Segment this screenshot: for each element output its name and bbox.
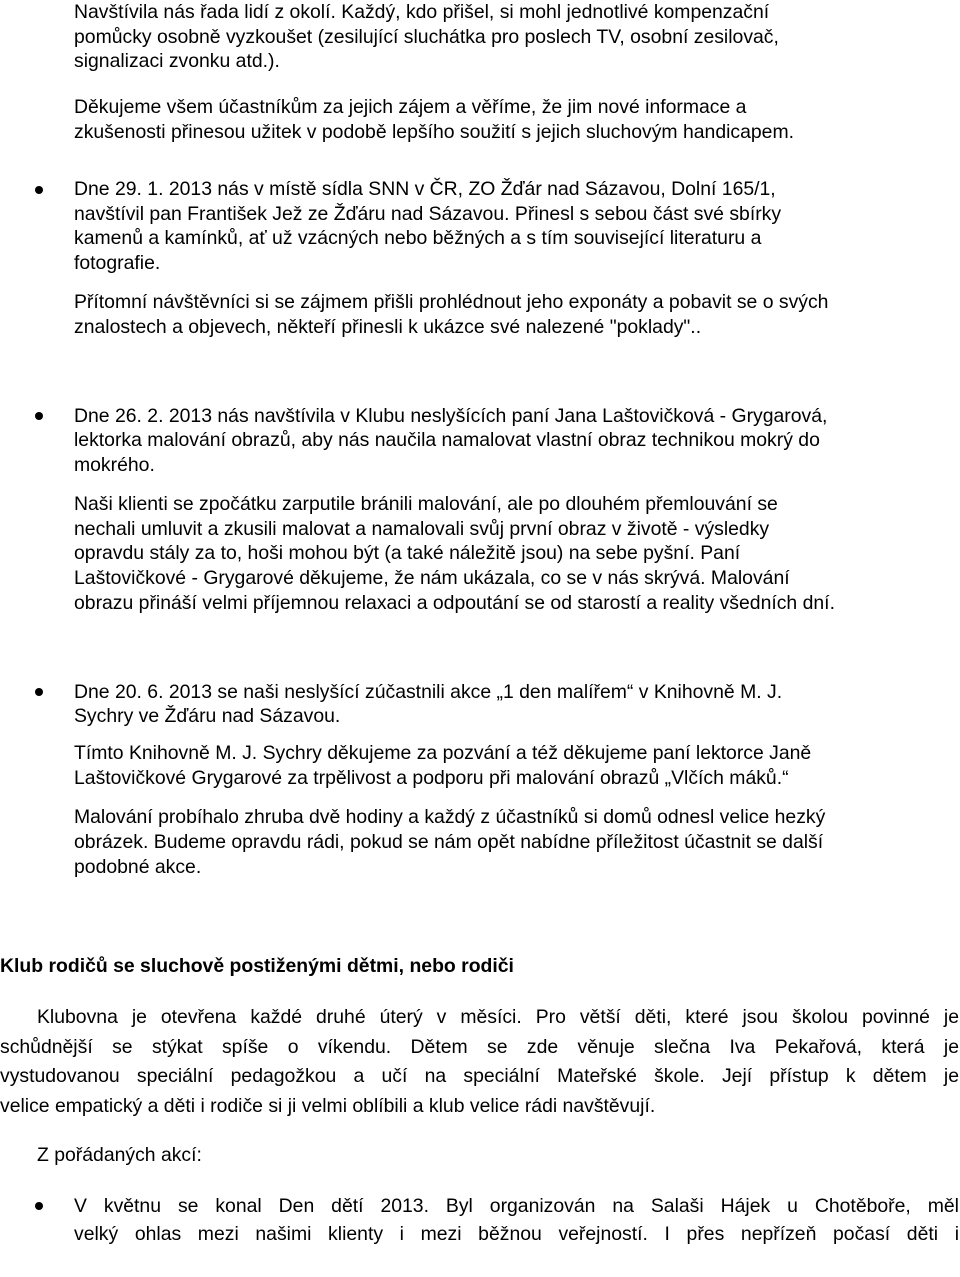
- actions-label: Z pořádaných akcí:: [37, 1144, 202, 1166]
- event-line: opravdu stály za to, hoši mohou být (a také náležitě jsou) na sebe pyšní. Paní: [74, 542, 741, 564]
- event-line: znalostech a objevech, někteří přinesli k ukázce své nalezené "poklady"..: [74, 316, 702, 338]
- section-heading: Klub rodičů se sluchově postiženými dětmi, nebo rodiči: [0, 955, 514, 977]
- intro-line: pomůcky osobně vyzkoušet (zesilující sluchátka pro poslech TV, osobní zesilovač,: [74, 26, 779, 48]
- event-line: obrázek. Budeme opravdu rádi, pokud se nám opět nabídne příležitost účastnit se další: [74, 831, 824, 853]
- bullet-icon: [35, 1202, 43, 1210]
- event-line: Laštovičkové - Grygarové děkujeme, že nám ukázala, co se v nás skrývá. Malování: [74, 567, 790, 589]
- event-line: Laštovičkové Grygarové za trpělivost a podporu při malování obrazů „Vlčích máků.“: [74, 767, 789, 789]
- club-line: velký ohlas mezi našimi klienty i mezi běžnou veřejností. I přes nepřízeň počasí děti i: [74, 1223, 959, 1245]
- event-line: Dne 26. 2. 2013 nás navštívila v Klubu neslyšících paní Jana Laštovičková - Grygarová,: [74, 405, 828, 427]
- event-line: fotografie.: [74, 252, 161, 274]
- event-line: Malování probíhalo zhruba dvě hodiny a každý z účastníků si domů odnesl velice hezký: [74, 806, 826, 828]
- event-line: mokrého.: [74, 454, 155, 476]
- event-line: Přítomní návštěvníci si se zájmem přišli prohlédnout jeho exponáty a pobavit se o svých: [74, 291, 829, 313]
- club-line: V květnu se konal Den dětí 2013. Byl organizován na Salaši Hájek u Chotěboře, měl: [74, 1195, 959, 1217]
- event-line: nechali umluvit a zkusili malovat a namalovali svůj první obraz v životě - výsledky: [74, 518, 770, 540]
- event-line: Tímto Knihovně M. J. Sychry děkujeme za pozvání a též děkujeme paní lektorce Janě: [74, 742, 812, 764]
- event-line: lektorka malování obrazů, aby nás naučila namalovat vlastní obraz technikou mokrý do: [74, 429, 820, 451]
- event-line: navštívil pan František Jež ze Žďáru nad Sázavou. Přinesl s sebou část své sbírky: [74, 203, 782, 225]
- club-line: velice empatický a děti i rodiče si ji velmi oblíbili a klub velice rádi navštěvují.: [0, 1095, 656, 1117]
- event-line: Dne 29. 1. 2013 nás v místě sídla SNN v ČR, ZO Žďár nad Sázavou, Dolní 165/1,: [74, 178, 776, 200]
- event-line: podobné akce.: [74, 856, 202, 878]
- event-line: kamenů a kamínků, ať už vzácných nebo běžných a s tím související literaturu a: [74, 227, 762, 249]
- event-line: Naši klienti se zpočátku zarputile bránili malování, ale po dlouhém přemlouvání se: [74, 493, 778, 515]
- thanks-line: zkušenosti přinesou užitek v podobě lepšího soužití s jejich sluchovým handicapem.: [74, 121, 795, 143]
- bullet-icon: [35, 186, 43, 194]
- thanks-line: Děkujeme všem účastníkům za jejich zájem a věříme, že jim nové informace a: [74, 96, 747, 118]
- club-line: vystudovanou speciální pedagožkou a učí na speciální Mateřské škole. Její přístup k dětem je: [0, 1065, 959, 1087]
- intro-line: signalizaci zvonku atd.).: [74, 50, 280, 72]
- club-line: Klubovna je otevřena každé druhé úterý v měsíci. Pro větší děti, které jsou školou povinné je: [37, 1006, 959, 1028]
- club-line: schůdnější se stýkat spíše o víkendu. Dětem se zde věnuje slečna Iva Pekařová, která je: [0, 1036, 959, 1058]
- bullet-icon: [35, 688, 43, 696]
- event-line: obrazu přináší velmi příjemnou relaxaci a odpoutání se od starostí a reality všedních dní.: [74, 592, 835, 614]
- event-line: Sychry ve Žďáru nad Sázavou.: [74, 705, 341, 727]
- event-line: Dne 20. 6. 2013 se naši neslyšící zúčastnili akce „1 den malířem“ v Knihovně M. J.: [74, 681, 783, 703]
- bullet-icon: [35, 412, 43, 420]
- intro-line: Navštívila nás řada lidí z okolí. Každý, kdo přišel, si mohl jednotlivé kompenzační: [74, 1, 770, 23]
